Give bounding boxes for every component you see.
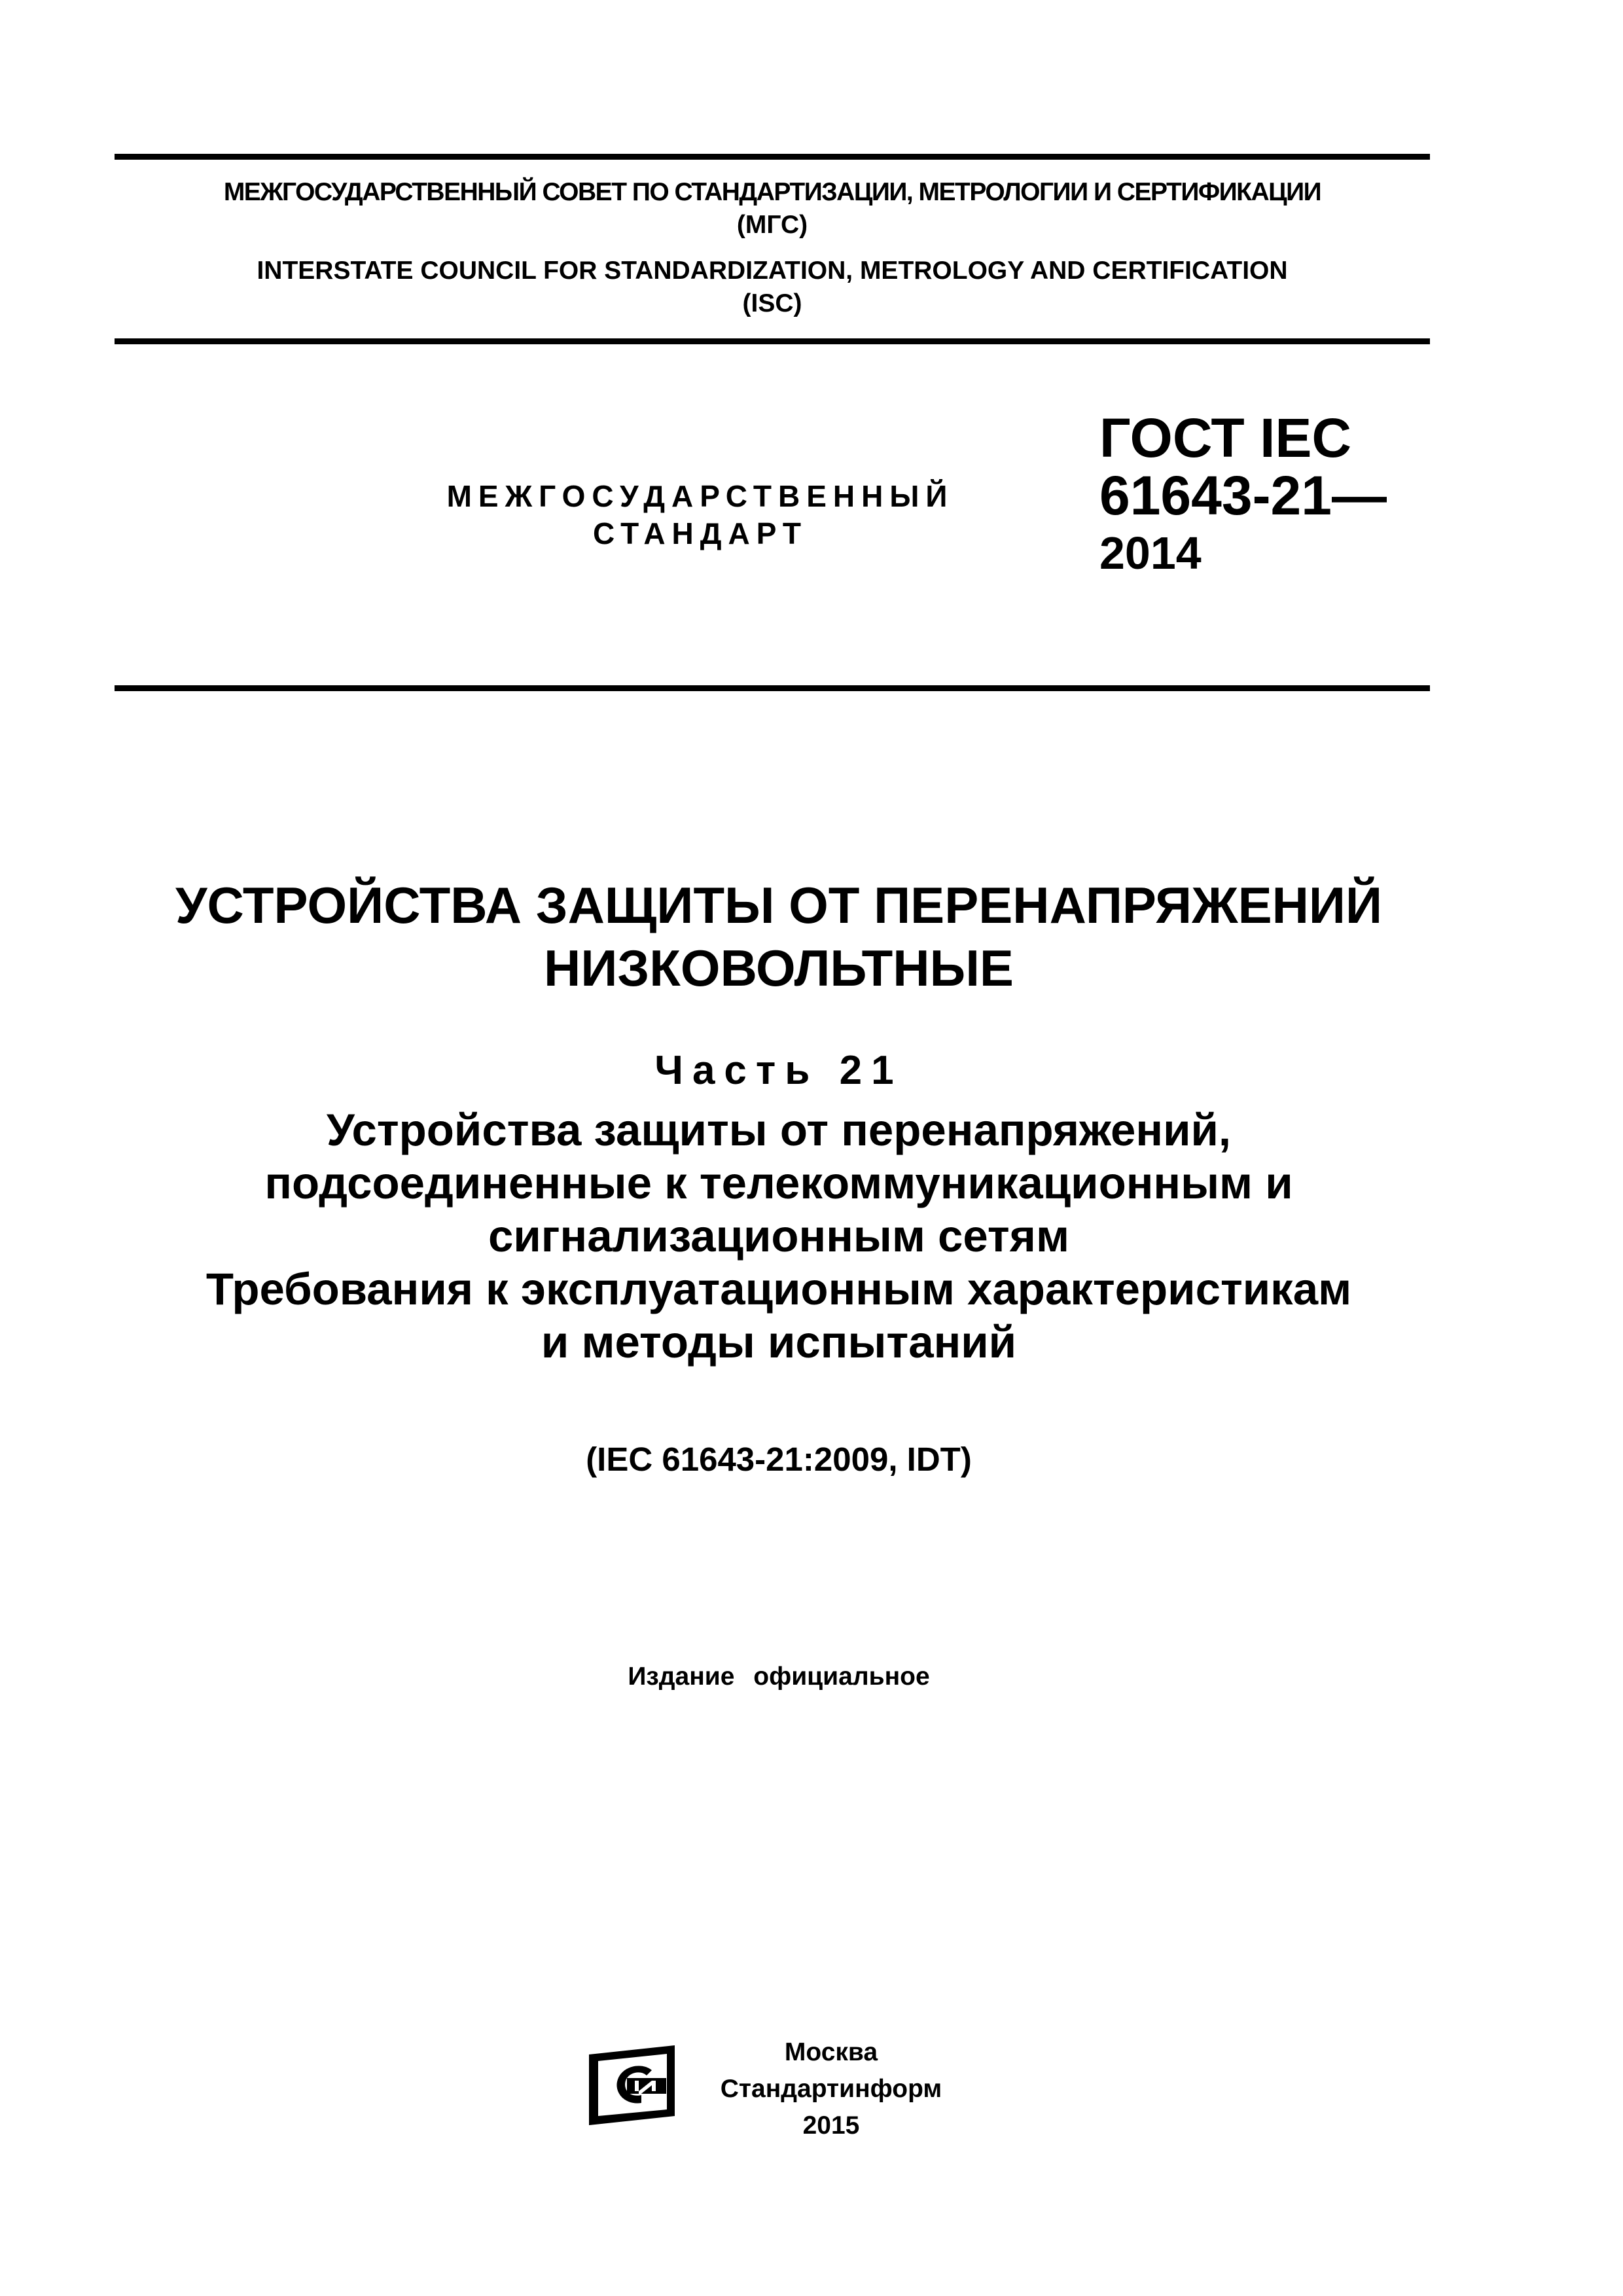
publisher-city: Москва bbox=[784, 2038, 878, 2066]
subtitle-line3: сигнализационным сетям bbox=[488, 1211, 1069, 1261]
subtitle-line5: и методы испытаний bbox=[541, 1317, 1017, 1367]
standard-type bbox=[393, 478, 1008, 552]
title-line1: УСТРОЙСТВА ЗАЩИТЫ ОТ ПЕРЕНАПРЯЖЕНИЙ bbox=[175, 876, 1383, 934]
council-header bbox=[115, 178, 1430, 335]
publisher-name: Стандартинформ bbox=[720, 2075, 942, 2103]
title-line2: НИЗКОВОЛЬТНЫЕ bbox=[544, 939, 1014, 997]
subtitle-line4: Требования к эксплуатационным характеристикам bbox=[205, 1264, 1352, 1314]
document-title bbox=[98, 874, 1459, 999]
designation-year: 2014 bbox=[1099, 528, 1202, 579]
council-name-en: INTERSTATE COUNCIL FOR STANDARDIZATION, METROLOGY AND CERTIFICATION bbox=[257, 257, 1288, 285]
iec-reference: (IEC 61643-21:2009, IDT) bbox=[586, 1441, 972, 1478]
council-bottom-rule bbox=[115, 338, 1430, 344]
council-name-ru: МЕЖГОСУДАРСТВЕННЫЙ СОВЕТ ПО СТАНДАРТИЗАЦИИ, МЕТРОЛОГИИ И СЕРТИФИКАЦИИ bbox=[223, 178, 1321, 206]
council-abbr-ru: (МГС) bbox=[736, 211, 808, 239]
publisher-block bbox=[687, 2034, 975, 2144]
council-abbr-en: (ISC) bbox=[742, 289, 802, 317]
designation-line2: 61643-21— bbox=[1099, 465, 1387, 526]
standard-designation bbox=[1099, 409, 1387, 582]
publisher-year: 2015 bbox=[802, 2111, 860, 2140]
standartinform-logo-icon bbox=[589, 2045, 684, 2125]
standard-type-line2: СТАНДАРТ bbox=[593, 516, 808, 550]
subtitle-line2: подсоединенные к телекоммуникационным и bbox=[264, 1158, 1293, 1208]
edition-note: Издание официальное bbox=[628, 1662, 930, 1691]
subtitle-line1: Устройства защиты от перенапряжений, bbox=[326, 1105, 1232, 1155]
designation-line1: ГОСТ IEC bbox=[1099, 407, 1352, 469]
standard-type-line1: МЕЖГОСУДАРСТВЕННЫЙ bbox=[446, 479, 954, 513]
header-bottom-rule bbox=[115, 685, 1430, 691]
top-rule bbox=[115, 154, 1430, 160]
part-number: Часть 21 bbox=[654, 1048, 903, 1093]
document-subtitle bbox=[98, 1103, 1459, 1369]
